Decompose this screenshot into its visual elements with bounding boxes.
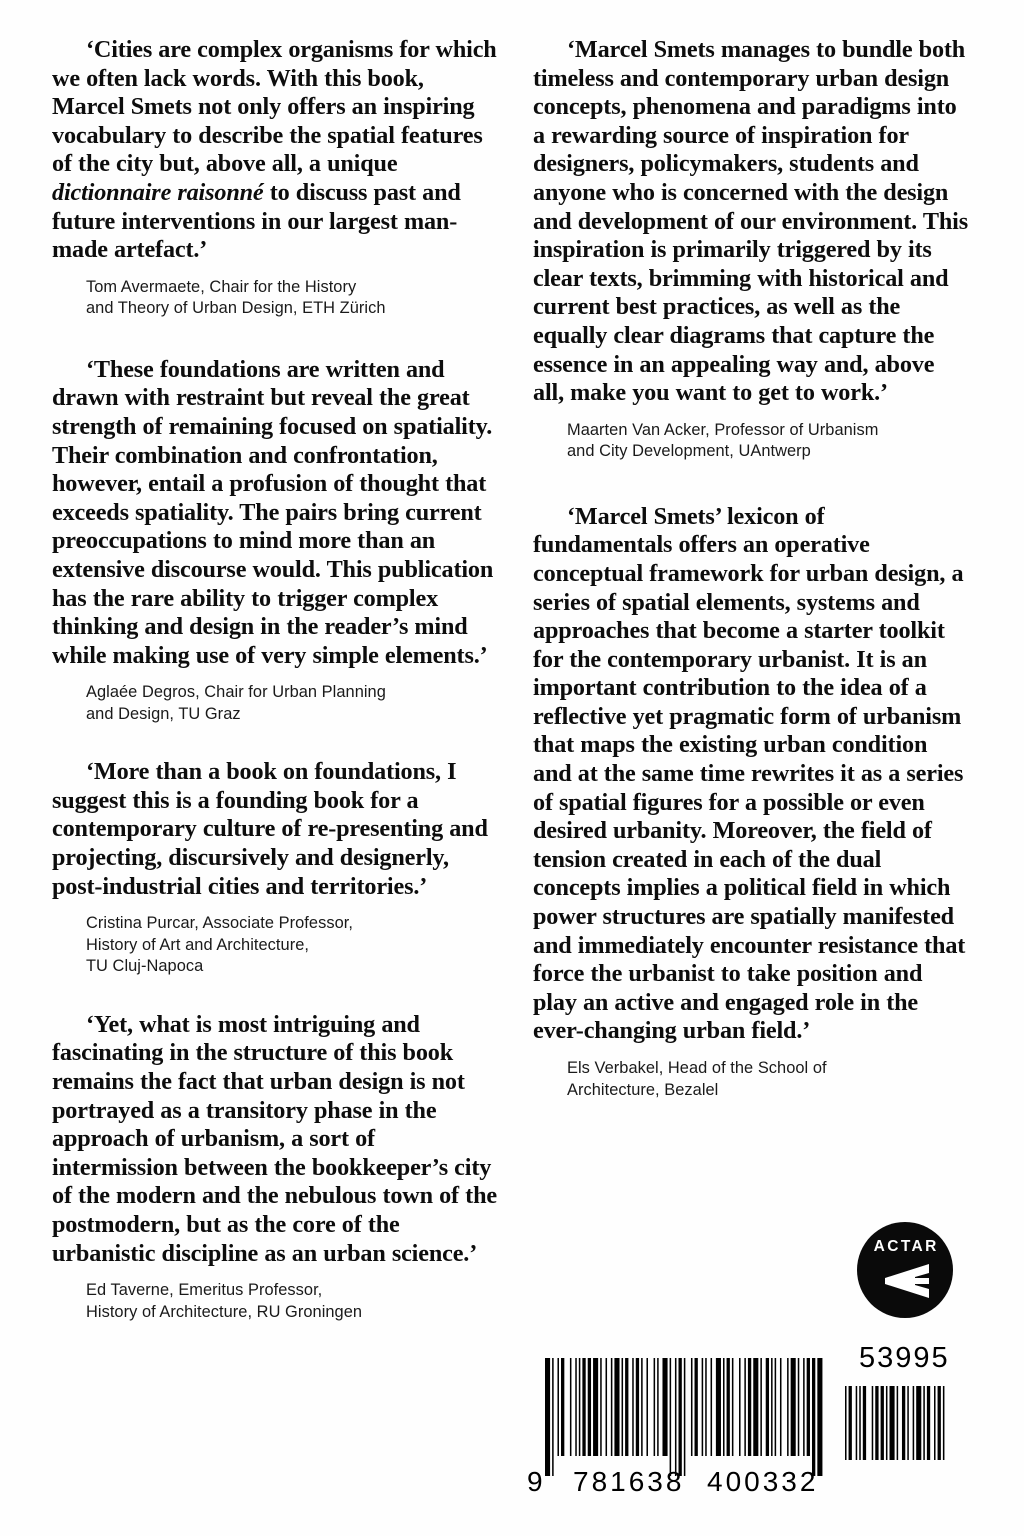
- quote-part-1: ‘Cities are complex organisms for which we often lack words. With this book, Marcel Smets not only offers an inspiring vocabulary to describe the spatial features of the city but, above all, a unique: [52, 36, 497, 178]
- quote-part-3: to discuss past and future interventions in our largest man-made artefact.’: [52, 178, 461, 264]
- quote-attribution: [86, 1280, 502, 1323]
- attribution-line: Ed Taverne, Emeritus Professor,: [86, 1281, 323, 1300]
- barcode-addon-number: 53995: [859, 1342, 950, 1374]
- quote-block-van-acker: [533, 36, 969, 463]
- quote-block-purcar: [52, 758, 502, 977]
- attribution-line: and Theory of Urban Design, ETH Zürich: [86, 299, 386, 318]
- attribution-line: and Design, TU Graz: [86, 704, 241, 723]
- quote-attribution: [86, 913, 502, 978]
- attribution-line: Aglaée Degros, Chair for Urban Planning: [86, 683, 386, 702]
- attribution-line: Architecture, Bezalel: [567, 1080, 719, 1099]
- actar-circle-logo: [857, 1222, 953, 1318]
- quote-attribution: [567, 420, 969, 463]
- quote-block-taverne: [52, 1011, 502, 1323]
- quote-text: [52, 36, 502, 265]
- quote-text: ‘Marcel Smets’ lexicon of fundamentals offers an operative conceptual framework for urban design, a series of spatial elements, systems and approaches that become a starter toolkit for the contemporary urbanist. It is an important contribution to the idea of a reflective yet pragmatic form of urbanism that maps the existing urban condition and at the same time rewrites it as a series of spatial figures for a possible or even desired urbanity. Moreover, the field of tension created in each of the dual concepts implies a political field in which power structures are spatially manifested and immediately encounter resistance that force the urbanist to take position and play an active and engaged role in the ever-changing urban field.’: [533, 502, 966, 1045]
- barcode-ean13: [545, 1358, 833, 1476]
- quote-text: ‘More than a book on foundations, I suggest this is a founding book for a contemporary culture of re-presenting and projecting, discursively and designerly, post-industrial cities and territories.’: [52, 758, 488, 900]
- barcode-ean5-addon: [845, 1386, 957, 1460]
- quote-attribution: [86, 682, 502, 725]
- quote-block-degros: [52, 356, 502, 726]
- publisher-logo: [857, 1222, 953, 1318]
- attribution-line: Tom Avermaete, Chair for the History: [86, 277, 357, 296]
- barcode-area: [527, 1338, 967, 1513]
- quote-text: ‘These foundations are written and drawn with restraint but reveal the great strength of remaining focused on spatiality. Their combination and confrontation, however, entail a profusion of thought that exceeds spatiality. The pairs bring current preoccupations to mind more than an extensive discourse would. This publication has the rare ability to trigger complex thinking and design in the reader’s mind while making use of very simple elements.’: [52, 355, 494, 669]
- quote-attribution: [567, 1058, 969, 1101]
- attribution-line: Cristina Purcar, Associate Professor,: [86, 914, 353, 933]
- attribution-line: Els Verbakel, Head of the School of: [567, 1059, 827, 1077]
- attribution-line: Maarten Van Acker, Professor of Urbanism: [567, 420, 879, 439]
- barcode-group-2: 400332: [707, 1466, 819, 1497]
- publisher-name: ACTAR: [873, 1238, 939, 1255]
- barcode-lead-digit: 9: [527, 1466, 544, 1497]
- barcode-group-1: 781638: [573, 1466, 685, 1497]
- quote-attribution: [86, 277, 502, 320]
- attribution-line: TU Cluj-Napoca: [86, 957, 204, 976]
- quote-block-avermaete: [52, 36, 502, 320]
- left-column: [52, 36, 502, 1323]
- quote-part-italic: dictionnaire raisonné: [52, 178, 264, 206]
- right-column: [533, 36, 969, 1101]
- quote-block-verbakel: [533, 503, 969, 1101]
- attribution-line: History of Architecture, RU Groningen: [86, 1302, 363, 1321]
- quote-text: ‘Marcel Smets manages to bundle both timeless and contemporary urban design concepts, phenomena and paradigms into a rewarding source of inspiration for designers, policymakers, students and anyone who is concerned with the design and development of our environment. This inspiration is primarily triggered by its clear texts, brimming with historical and current best practices, as well as the equally clear diagrams that capture the essence in an appealing way and, above all, make you want to get to work.’: [533, 36, 968, 407]
- actar-a-mark-icon: [879, 1262, 931, 1300]
- attribution-line: History of Art and Architecture,: [86, 935, 309, 954]
- quote-text: ‘Yet, what is most intriguing and fascinating in the structure of this book remains the fact that urban design is not portrayed as a transitory phase in the approach of urbanism, a sort of intermission between the bookkeeper’s city of the modern and the nebulous town of the postmodern, but as the core of the urbanistic discipline as an urban science.’: [52, 1010, 497, 1267]
- attribution-line: and City Development, UAntwerp: [567, 442, 811, 461]
